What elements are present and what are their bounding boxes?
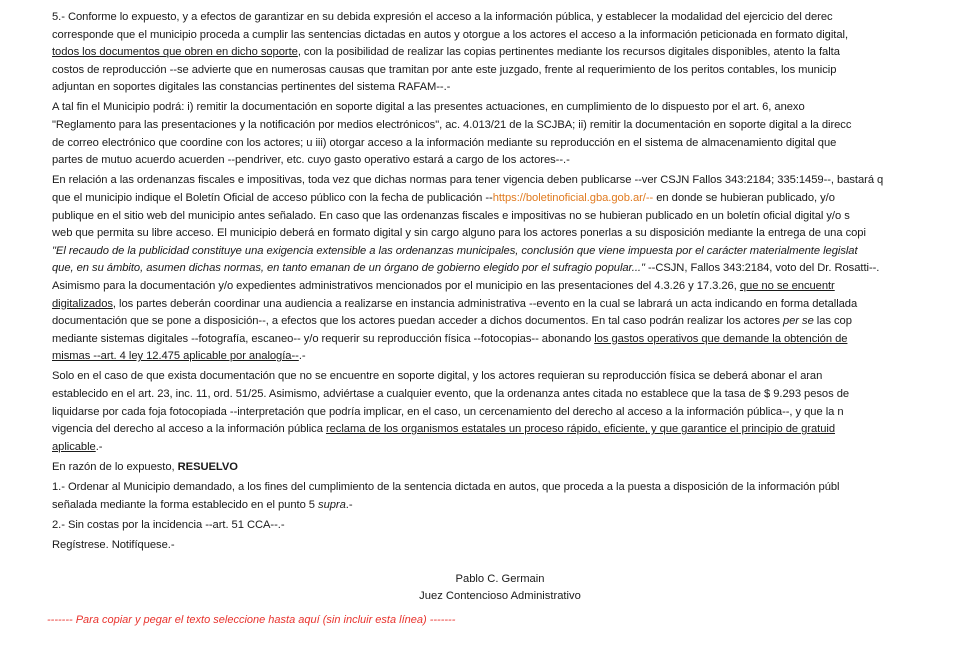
text-line [52, 190, 932, 208]
text-line [52, 313, 932, 331]
text-line: adjuntan en soportes digitales las constancias pertinentes del sistema RAFAM--.- [52, 81, 451, 94]
text-span: señalada mediante la forma establecido en el punto 5 [52, 498, 319, 511]
signature-name: Pablo C. Germain [455, 573, 545, 585]
text-span: .- [298, 350, 306, 363]
text-span: las cop [813, 315, 852, 328]
text-span: Asimismo para la documentación y/o expedientes administrativos mencionados por el municipio en las presentaciones del 4.3.26 y 17.3.26, [52, 279, 740, 292]
boletin-oficial-link[interactable]: https://boletinoficial.gba.gob.ar/-- [492, 191, 654, 204]
citation-text: --CSJN, Fallos 343:2184, voto del Dr. Rosatti--. [644, 262, 880, 275]
italic-text: supra [318, 498, 346, 511]
quote-line: "El recaudo de la publicidad constituye una exigencia extensible a las ordenanzas municipales, conclusión que viene impuesta por el carácter materialmente legislat [52, 244, 858, 257]
signature-title: Juez Contencioso Administrativo [419, 590, 581, 602]
text-line [52, 296, 932, 314]
text-line: de correo electrónico que coordine con los actores; u iii) otorgar acceso a la información mediante su reproducción en el sistema de almacenamiento digital que [52, 136, 837, 149]
text-line: publique en el sitio web del municipio antes señalado. En caso que las ordenanzas fiscales e impositivas no se hubieran publicado en un boletín oficial digital y/o s [52, 209, 850, 222]
text-line: Regístrese. Notifíquese.- [52, 538, 175, 551]
paragraph-9 [52, 368, 932, 456]
underlined-text: los gastos operativos que demande la obtención de [594, 332, 848, 345]
text-span: en donde se hubieran publicado, y/o [653, 191, 835, 204]
underlined-text: digitalizados [52, 297, 113, 310]
text-line: 2.- Sin costas por la incidencia --art. 51 CCA--.- [52, 518, 285, 531]
text-span: .- [95, 440, 103, 453]
text-line [52, 348, 932, 366]
resuelvo-label: RESUELVO [177, 460, 238, 473]
text-span: mediante sistemas digitales --fotografía, escaneo-- y/o requerir su reproducción física --fotocopias-- abonando [52, 332, 595, 345]
resolution-item-2 [52, 517, 932, 535]
underlined-text: que no se encuentr [739, 279, 835, 292]
paragraph-8 [52, 278, 932, 366]
text-line [52, 331, 932, 349]
document-body [52, 9, 932, 554]
text-line: partes de mutuo acuerdo acuerden --pendriver, etc. cuyo gasto operativo estará a cargo de los actores--.- [52, 154, 570, 167]
text-line [52, 459, 932, 477]
text-line: A tal fin el Municipio podrá: i) remitir la documentación en soporte digital a las presentes actuaciones, en cumplimiento de lo dispuesto por el art. 6, anexo [52, 101, 805, 114]
text-span: documentación que se pone a disposición--, a efectos que los actores puedan acceder a dichos documentos. En tal caso podrán realizar los actores [52, 315, 783, 328]
closing-line [52, 537, 932, 555]
text-span: En razón de lo expuesto, [52, 460, 178, 473]
text-line [52, 44, 932, 62]
paragraph-5 [52, 9, 932, 97]
text-line [52, 421, 932, 439]
text-line: "Reglamento para las presentaciones y la notificación por medios electrónicos", ac. 4.013/21 de la SCJBA; ii) remitir la documentación en soporte digital a la direcc [52, 119, 852, 132]
resolution-item-1 [52, 479, 932, 514]
paragraph-7 [52, 172, 932, 278]
text-span: que el municipio indique el Boletín Oficial de acceso público con la fecha de publicación -- [52, 191, 493, 204]
text-span: , los partes deberán coordinar una audiencia a realizarse en instancia administrativa --evento en la cual se labrará un acta indicando en forma detallada [112, 297, 858, 310]
underlined-text: mismas --art. 4 ley 12.475 aplicable por analogía-- [52, 350, 299, 363]
resolution-heading [52, 459, 932, 477]
text-span: .- [345, 498, 353, 511]
italic-text: per se [782, 315, 814, 328]
paragraph-6 [52, 99, 932, 169]
text-line [52, 260, 932, 278]
text-line: liquidarse por cada foja fotocopiada --interpretación que podría implicar, en el caso, un cercenamiento del derecho al acceso a la información pública--, y que la n [52, 405, 844, 418]
text-line: web que permita su libre acceso. El municipio deberá en formato digital y sin cargo alguno para los actores ponerlas a su disposición mediante la entrega de una copi [52, 227, 866, 240]
text-line [52, 439, 932, 457]
text-span: vigencia del derecho al acceso a la información pública [52, 423, 326, 436]
text-line [52, 278, 932, 296]
underlined-text: aplicable [52, 440, 96, 453]
text-line: corresponde que el municipio proceda a cumplir las sentencias dictadas en autos y otorgue a los actores el acceso a la información peticionada en formato digital, [52, 28, 848, 41]
text-line: costos de reproducción --se advierte que en numerosas causas que tramitan por ante este juzgado, frente al requerimiento de los peritos contables, los municip [52, 63, 837, 76]
copy-instruction-note: ------- Para copiar y pegar el texto seleccione hasta aquí (sin incluir esta línea) ------- [47, 614, 456, 626]
text-line: establecido en el art. 23, inc. 11, ord. 51/25. Asimismo, adviértase a cualquier evento, que la ordenanza antes citada no establece que la tasa de $ 9.293 pesos de [52, 387, 850, 400]
text-line: 1.- Ordenar al Municipio demandado, a los fines del cumplimiento de la sentencia dictada en autos, que proceda a la puesta a disposición de la información públ [52, 480, 840, 493]
underlined-text: reclama de los organismos estatales un proceso rápido, eficiente, y que garantice el principio de gratuid [325, 423, 836, 436]
text-line [52, 497, 932, 515]
quote-text: que, en su ámbito, asumen dichas normas, en tanto emanan de un órgano de gobierno elegido por el sufragio popular..." [52, 262, 645, 275]
text-line: En relación a las ordenanzas fiscales e impositivas, toda vez que dichas normas para tener vigencia deben publicarse --ver CSJN Fallos 343:2184; 335:1459--, bastará q [52, 174, 884, 187]
underlined-text: todos los documentos que obren en dicho soporte [52, 46, 298, 59]
text-line: 5.- Conforme lo expuesto, y a efectos de garantizar en su debida expresión el acceso a la información pública, y establecer la modalidad del ejercicio del derec [52, 11, 833, 23]
text-span: , con la posibilidad de realizar las copias pertinentes mediante los recursos digitales disponibles, atento la falta [297, 46, 840, 59]
text-line: Solo en el caso de que exista documentación que no se encuentre en soporte digital, y los actores requieran su reproducción física se deberá abonar el aran [52, 370, 823, 383]
